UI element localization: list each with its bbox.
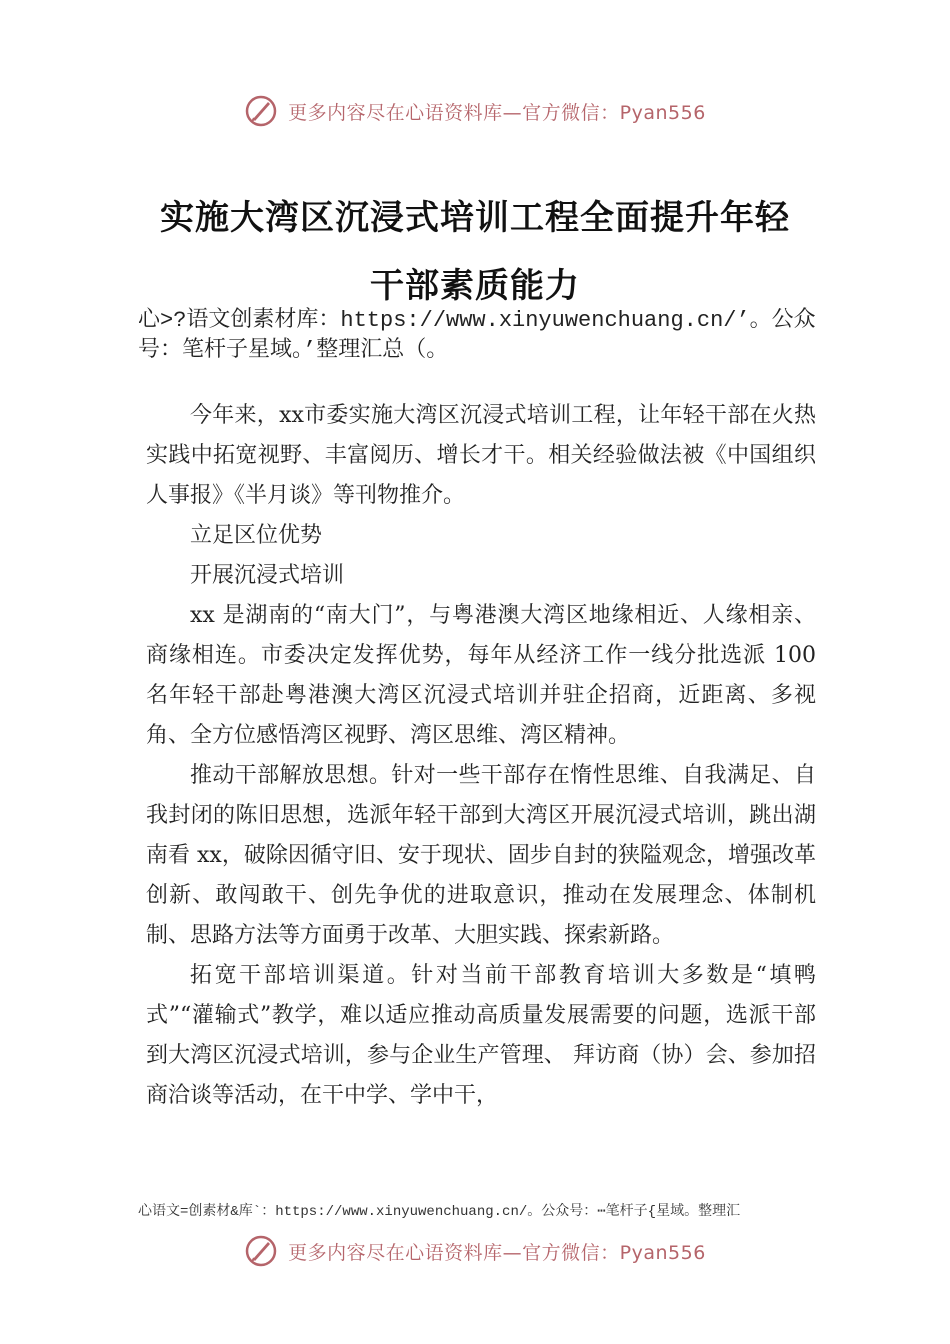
paragraph-intro: 今年来，xx市委实施大湾区沉浸式培训工程，让年轻干部在火热实践中拓宽视野、丰富阅历、增长才干。相关经验做法被《中国组织人事报》《半月谈》等刊物推介。 — [146, 403, 816, 508]
footer-banner — [0, 1234, 950, 1268]
document-title-line-1: 实施大湾区沉浸式培训工程全面提升年轻 — [160, 198, 790, 238]
paragraph-4: 拓宽干部培训渠道。针对当前干部教育培训大多数是“填鸭式”“灌输式”教学，难以适应推动高质量发展需要的问题，选派干部到大湾区沉浸式培训，参与企业生产管理、 拜访商（协）会、参加招商洽谈等活动，在干中学、学中干， — [146, 963, 816, 1108]
section-heading-1: 立足区位优势 — [190, 523, 323, 548]
header-banner — [0, 94, 950, 128]
document-title-line-2: 干部素质能力 — [370, 266, 580, 306]
paragraph-3: 推动干部解放思想。针对一些干部存在惰性思维、自我满足、自我封闭的陈旧思想，选派年轻干部到大湾区开展沉浸式培训，跳出湖南看 xx，破除因循守旧、安于现状、固步自封的狭隘观念，增强改革创新、敢闯敢干、创先争优的进取意识，推动在发展理念、体制机制、思路方法等方面勇于改革、大胆实践、探索新路。 — [146, 763, 816, 948]
footer-source-note: 心语文=创素材&库`：https://www.xinyuwenchuang.cn/。公众号：⋯笔杆子{星域。整理汇 — [138, 1204, 741, 1220]
section-heading-2: 开展沉浸式培训 — [190, 563, 345, 588]
header-banner-text: 更多内容尽在心语资料库—官方微信：Pyan556 — [288, 101, 706, 124]
quill-pen-logo-icon — [244, 94, 278, 128]
source-note: 心>?语文创素材库：https://www.xinyuwenchuang.cn/’。公众号：笔杆子星域。’整理汇总（。 — [138, 308, 816, 363]
document-body — [146, 396, 816, 1116]
footer-banner-text: 更多内容尽在心语资料库—官方微信：Pyan556 — [288, 1241, 706, 1264]
quill-pen-logo-icon — [244, 1234, 278, 1268]
paragraph-2: xx 是湖南的“南大门”，与粤港澳大湾区地缘相近、人缘相亲、商缘相连。市委决定发挥优势，每年从经济工作一线分批选派 100 名年轻干部赴粤港澳大湾区沉浸式培训并驻企招商，近距离、多视角、全方位感悟湾区视野、湾区思维、湾区精神。 — [146, 603, 816, 748]
